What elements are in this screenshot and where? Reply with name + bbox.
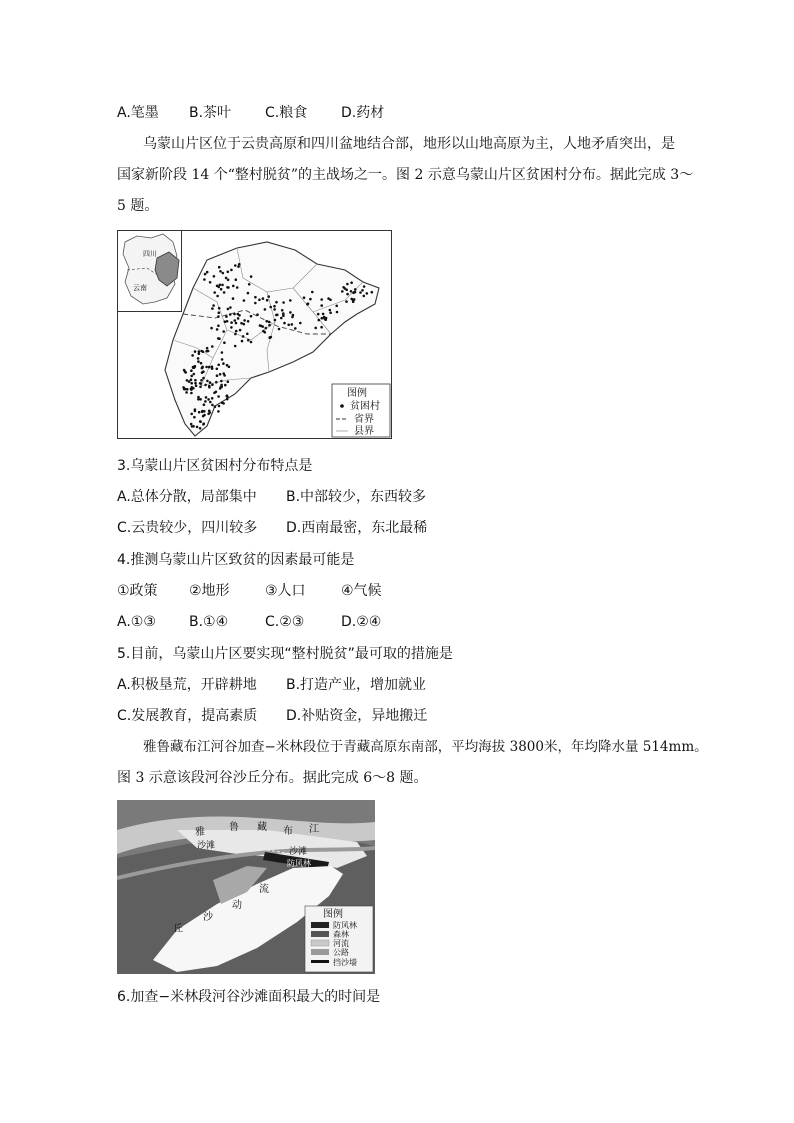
q6-stem: 6.加查−米林段河谷沙滩面积最大的时间是 <box>117 989 381 1005</box>
poor-village-dot <box>226 286 229 289</box>
poor-village-dot <box>190 382 193 385</box>
poor-village-dot <box>350 281 353 284</box>
poor-village-dot <box>234 319 237 322</box>
poor-village-dot <box>311 291 314 294</box>
poor-village-dot <box>219 270 222 273</box>
poor-village-dot <box>227 279 230 282</box>
poor-village-dot <box>224 320 227 323</box>
poor-village-dot <box>207 398 210 401</box>
poor-village-dot <box>322 313 325 316</box>
poor-village-dot <box>346 293 349 296</box>
poor-village-dot <box>204 400 207 403</box>
poor-village-dot <box>243 323 246 326</box>
poor-village-dot <box>366 292 369 295</box>
q2-option-a: A.笔墨 <box>117 105 159 121</box>
poor-village-dot <box>190 413 193 416</box>
poor-village-dot <box>246 333 249 336</box>
poor-village-dot <box>303 296 306 299</box>
poor-village-dot <box>202 377 205 380</box>
poor-village-dot <box>182 386 185 389</box>
fig3-legend-river: 河流 <box>333 939 349 948</box>
poor-village-dot <box>218 405 221 408</box>
q5-option-b: B.打造产业，增加就业 <box>286 677 427 693</box>
legend-windbreak-symbol <box>311 922 329 928</box>
poor-village-dot <box>202 351 205 354</box>
poor-village-dot <box>261 325 264 328</box>
poor-village-dot <box>223 341 226 344</box>
poor-village-dot <box>211 404 214 407</box>
poor-village-dot <box>247 292 250 295</box>
poor-village-dot <box>287 324 290 327</box>
fig3-legend-forest: 森林 <box>333 930 349 939</box>
poor-village-dot <box>220 380 223 383</box>
poor-village-dot <box>217 410 220 413</box>
inset-label-yunnan: 云南 <box>133 284 147 292</box>
poor-village-dot <box>250 341 253 344</box>
q4-factor-2: ②地形 <box>189 583 230 599</box>
poor-village-dot <box>205 366 208 369</box>
poor-village-dot <box>211 345 214 348</box>
poor-village-dot <box>329 312 332 315</box>
poor-village-dot <box>218 311 221 314</box>
poor-village-dot <box>234 264 237 267</box>
poor-village-dot <box>235 330 238 333</box>
poor-village-dot <box>280 317 283 320</box>
river-char-5: 江 <box>309 824 319 835</box>
poor-village-dot <box>195 385 198 388</box>
poor-village-dot <box>237 265 240 268</box>
poor-village-dot <box>320 326 323 329</box>
poor-village-dot <box>198 350 201 353</box>
poor-village-dot <box>325 317 328 320</box>
poor-village-dot <box>211 307 214 310</box>
poor-village-dot <box>335 305 338 308</box>
poor-village-dot <box>197 360 200 363</box>
poor-village-dot <box>361 289 364 292</box>
poor-village-dot <box>363 285 366 288</box>
poor-village-dot <box>196 426 199 429</box>
figure3-valley-map <box>117 800 375 974</box>
legend-road-symbol <box>311 949 329 955</box>
poor-village-dot <box>216 374 219 377</box>
poor-village-dot <box>307 302 310 305</box>
poor-village-dot <box>354 288 357 291</box>
label-dune-3: 沙 <box>203 912 213 923</box>
poor-village-dot <box>227 308 230 311</box>
poor-village-dot <box>239 329 242 332</box>
poor-village-dot <box>222 362 225 365</box>
poor-village-dot <box>186 388 189 391</box>
poor-village-dot <box>350 298 353 301</box>
passage2-line2: 图 3 示意该段河谷沙丘分布。据此完成 6～8 题。 <box>117 770 428 786</box>
poor-village-dot <box>254 296 257 299</box>
poor-village-dot <box>229 313 232 316</box>
poor-village-dot <box>320 298 323 301</box>
passage1-line2: 国家新阶段 14 个“整村脱贫”的主战场之一。图 2 示意乌蒙山片区贫困村分布。据此完成 3～ <box>117 167 694 183</box>
label-dune-1: 流 <box>259 884 269 895</box>
poor-village-dot <box>185 391 188 394</box>
poor-village-dot <box>267 295 270 298</box>
poor-village-dot <box>194 382 197 385</box>
poor-village-dot <box>205 350 208 353</box>
poor-village-dot <box>291 323 294 326</box>
poor-village-dot <box>197 398 200 401</box>
q4-factor-3: ③人口 <box>265 583 306 599</box>
poor-village-dot <box>273 308 276 311</box>
poor-village-dot <box>218 266 221 269</box>
poor-village-dot <box>190 375 193 378</box>
poor-village-dot <box>190 378 193 381</box>
poor-village-dot <box>220 384 223 387</box>
fig3-legend <box>305 906 373 972</box>
poor-village-dot <box>210 327 213 330</box>
poor-village-dot <box>224 384 227 387</box>
poor-village-dot <box>194 350 197 353</box>
poor-village-dot <box>229 306 232 309</box>
poor-village-dot <box>353 298 356 301</box>
poor-village-dot <box>194 410 197 413</box>
poor-village-dot <box>250 315 253 318</box>
q4-option-c: C.②③ <box>265 614 305 630</box>
poor-village-dot <box>342 286 345 289</box>
river-char-2: 鲁 <box>229 822 239 833</box>
poor-village-dot <box>269 336 272 339</box>
poor-village-dot <box>218 307 221 310</box>
label-windbreak: 防风林 <box>287 859 311 868</box>
poor-village-dot <box>217 395 220 398</box>
legend-wall-symbol <box>311 960 329 963</box>
poor-village-dot <box>199 427 202 430</box>
poor-village-dot <box>299 322 302 325</box>
poor-village-dot <box>274 319 277 322</box>
fig3-legend-road: 公路 <box>333 948 349 957</box>
poor-village-dot <box>250 275 253 278</box>
q4-option-d: D.②④ <box>341 614 382 630</box>
poor-village-dot <box>208 366 211 369</box>
poor-village-dot <box>221 284 224 287</box>
poor-village-dot <box>186 379 189 382</box>
poor-village-dot <box>265 320 268 323</box>
poor-village-dot <box>219 373 222 376</box>
q4-factor-4: ④气候 <box>341 583 382 599</box>
poor-village-dot <box>268 321 271 324</box>
poor-village-dot <box>273 305 276 308</box>
q4-option-b: B.①④ <box>189 614 229 630</box>
poor-village-dot <box>209 281 212 284</box>
poor-village-dot <box>282 314 285 317</box>
poor-village-dot <box>227 380 230 383</box>
poor-village-dot <box>206 380 209 383</box>
poor-village-dot <box>345 300 348 303</box>
label-beach-2: 沙滩 <box>289 847 308 857</box>
poor-village-dot <box>278 328 281 331</box>
q2-option-c: C.粮食 <box>265 105 308 121</box>
poor-village-dot <box>203 278 206 281</box>
poor-village-dot <box>247 320 250 323</box>
poor-village-dot <box>206 347 209 350</box>
fig2-legend-province: 省界 <box>354 414 374 425</box>
poor-village-dot <box>264 308 267 311</box>
poor-village-dot <box>235 322 238 325</box>
poor-village-dot <box>213 275 216 278</box>
poor-village-dot <box>317 313 320 316</box>
q5-option-c: C.发展教育，提高素质 <box>117 708 258 724</box>
fig3-legend-windbreak: 防风林 <box>333 921 357 930</box>
poor-village-dot <box>190 369 193 372</box>
poor-village-dot <box>203 422 206 425</box>
poor-village-dot <box>200 379 203 382</box>
fig3-legend-wall: 挡沙墙 <box>333 958 357 967</box>
poor-village-dot <box>269 306 272 309</box>
poor-village-dot <box>204 273 207 276</box>
passage1-line1: 乌蒙山片区位于云贵高原和四川盆地结合部，地形以山地高原为主，人地矛盾突出，是 <box>143 136 675 152</box>
poor-village-dot <box>213 392 216 395</box>
poor-village-dot <box>222 402 225 405</box>
poor-village-dot <box>188 380 191 383</box>
poor-village-dot <box>222 330 225 333</box>
poor-village-dot <box>341 290 344 293</box>
poor-village-dot <box>193 373 196 376</box>
poor-village-dot <box>223 291 226 294</box>
poor-village-dot <box>282 301 285 304</box>
poor-village-dot <box>329 309 332 312</box>
label-beach-1: 沙滩 <box>197 841 216 851</box>
legend-forest-symbol <box>311 931 329 937</box>
poor-village-dot <box>233 313 236 316</box>
poor-village-dot <box>240 322 243 325</box>
poor-village-dot <box>243 319 246 322</box>
poor-village-dot <box>289 311 292 314</box>
q3-option-c: C.云贵较少，四川较多 <box>117 520 258 536</box>
poor-village-dot <box>230 326 233 329</box>
q3-stem: 3.乌蒙山片区贫困村分布特点是 <box>117 458 313 474</box>
poor-village-dot <box>226 320 229 323</box>
poor-village-dot <box>254 302 257 305</box>
poor-village-dot <box>191 425 194 428</box>
poor-village-dot <box>208 385 211 388</box>
poor-village-dot <box>226 398 229 401</box>
poor-village-dot <box>268 324 271 327</box>
poor-village-dot <box>222 372 225 375</box>
poor-village-dot <box>206 271 209 274</box>
figure2-map <box>117 230 392 439</box>
poor-village-dot <box>225 277 228 280</box>
poor-village-dot <box>235 278 238 281</box>
poor-village-dot <box>220 288 223 291</box>
poor-village-dot <box>359 291 362 294</box>
poor-village-dot <box>209 381 212 384</box>
poor-village-dot <box>314 327 317 330</box>
poor-village-dot <box>230 269 233 272</box>
poor-village-dot <box>243 299 246 302</box>
poor-village-dot <box>291 316 294 319</box>
q4-stem: 4.推测乌蒙山片区致贫的因素最可能是 <box>117 552 355 568</box>
poor-village-dot <box>213 291 216 294</box>
q5-stem: 5.目前，乌蒙山片区要实现“整村脱贫”最可取的措施是 <box>117 646 453 662</box>
poor-village-dot <box>212 304 215 307</box>
poor-village-dot <box>262 330 265 333</box>
poor-village-dot <box>230 321 233 324</box>
poor-village-dot <box>238 314 241 317</box>
poor-village-dot <box>275 314 278 317</box>
poor-village-dot <box>318 319 321 322</box>
label-dune-4: 丘 <box>173 924 183 935</box>
fig3-legend-title: 图例 <box>323 909 343 920</box>
poor-village-dot <box>232 285 235 288</box>
poor-village-dot <box>234 333 237 336</box>
poor-village-dot <box>226 394 229 397</box>
poor-village-dot <box>190 423 193 426</box>
poor-village-dot <box>208 410 211 413</box>
q4-option-a: A.①③ <box>117 614 156 630</box>
poor-village-dot <box>336 311 339 314</box>
poor-village-dot <box>226 364 229 367</box>
q3-option-a: A.总体分散，局部集中 <box>117 489 257 505</box>
poor-village-dot <box>289 299 292 302</box>
q2-option-b: B.茶叶 <box>189 105 232 121</box>
poor-village-dot <box>350 290 353 293</box>
poor-village-dot <box>363 295 366 298</box>
poor-village-dot <box>204 384 207 387</box>
passage1-line3: 5 题。 <box>117 198 159 214</box>
label-dune-2: 动 <box>232 900 242 911</box>
poor-village-dot <box>201 366 204 369</box>
poor-village-dot <box>221 351 224 354</box>
poor-village-dot <box>198 411 201 414</box>
poor-village-dot <box>200 382 203 385</box>
poor-village-dot <box>309 298 312 301</box>
river-char-4: 布 <box>283 826 293 837</box>
poor-village-dot <box>183 369 186 372</box>
poor-village-dot <box>190 392 193 395</box>
poor-village-dot <box>202 415 205 418</box>
poor-village-dot <box>266 299 269 302</box>
poor-village-dot <box>283 322 286 325</box>
poor-village-dot <box>259 324 262 327</box>
poor-village-dot <box>214 405 217 408</box>
poor-village-dot <box>222 272 225 275</box>
river-char-3: 藏 <box>257 822 267 833</box>
poor-village-dot <box>211 397 214 400</box>
poor-village-dot <box>217 286 220 289</box>
poor-village-dot <box>237 317 240 320</box>
poor-village-dot <box>193 366 196 369</box>
q3-option-b: B.中部较少，东西较多 <box>286 489 427 505</box>
passage2-line1: 雅鲁藏布江河谷加查−米林段位于青藏高原东南部，平均海拔 3800米，年均降水量 514mm。 <box>143 739 708 755</box>
poor-village-dot <box>354 291 357 294</box>
legend-river-symbol <box>311 940 329 946</box>
poor-village-dot <box>217 315 220 318</box>
river-char-1: 雅 <box>195 827 205 838</box>
poor-village-dot <box>201 371 204 374</box>
poor-village-dot <box>346 283 349 286</box>
poor-village-dot <box>218 337 221 340</box>
q5-option-a: A.积极垦荒，开辟耕地 <box>117 677 257 693</box>
poor-village-dot <box>216 368 219 371</box>
poor-village-dot <box>205 396 208 399</box>
poor-village-dot <box>217 364 220 367</box>
poor-village-dot <box>234 345 237 348</box>
poor-village-dot <box>192 387 195 390</box>
poor-village-dot <box>215 381 218 384</box>
poor-village-dot <box>209 401 212 404</box>
poor-village-dot <box>221 358 224 361</box>
poor-village-dot <box>238 263 241 266</box>
poor-village-dot <box>199 386 202 389</box>
poor-village-dot <box>199 420 202 423</box>
poor-village-dot <box>194 379 197 382</box>
poor-village-dot <box>345 289 348 292</box>
poor-village-dot <box>232 297 235 300</box>
q2-option-d: D.药材 <box>341 105 385 121</box>
fig2-legend-title: 图例 <box>347 388 367 399</box>
poor-village-dot <box>247 339 250 342</box>
poor-village-dot <box>211 383 214 386</box>
poor-village-dot <box>236 286 239 289</box>
poor-village-dot <box>203 403 206 406</box>
poor-village-dot <box>321 317 324 320</box>
fig2-legend <box>332 384 390 437</box>
poor-village-dot <box>191 354 194 357</box>
poor-village-dot <box>225 315 228 318</box>
poor-village-dot <box>275 301 278 304</box>
poor-village-dot <box>241 340 244 343</box>
poor-village-dot <box>265 327 268 330</box>
poor-village-dot <box>256 313 259 316</box>
poor-village-dot <box>262 297 265 300</box>
poor-village-dot <box>281 309 284 312</box>
poor-village-dot <box>211 365 214 368</box>
poor-village-dot <box>200 362 203 365</box>
poor-village-dot <box>248 283 251 286</box>
poor-village-dot <box>258 299 261 302</box>
q3-option-d: D.西南最密，东北最稀 <box>286 520 428 536</box>
poor-village-dot <box>216 295 219 298</box>
poor-village-dot <box>320 304 323 307</box>
fig2-legend-county: 县界 <box>354 426 374 437</box>
q4-factor-1: ①政策 <box>117 583 158 599</box>
poor-village-dot <box>217 324 220 327</box>
poor-village-dot <box>294 327 297 330</box>
poor-village-dot <box>193 416 196 419</box>
inset-label-sichuan: 四川 <box>143 250 157 258</box>
poor-village-dot <box>227 271 230 274</box>
legend-village-symbol <box>340 404 344 408</box>
poor-village-dot <box>201 411 204 414</box>
poor-village-dot <box>371 291 374 294</box>
poor-village-dot <box>242 335 245 338</box>
poor-village-dot <box>197 357 200 360</box>
poor-village-dot <box>329 299 332 302</box>
poor-village-dot <box>216 328 219 331</box>
fig2-legend-village: 贫困村 <box>350 401 380 412</box>
q5-option-d: D.补贴资金，异地搬迁 <box>286 708 428 724</box>
